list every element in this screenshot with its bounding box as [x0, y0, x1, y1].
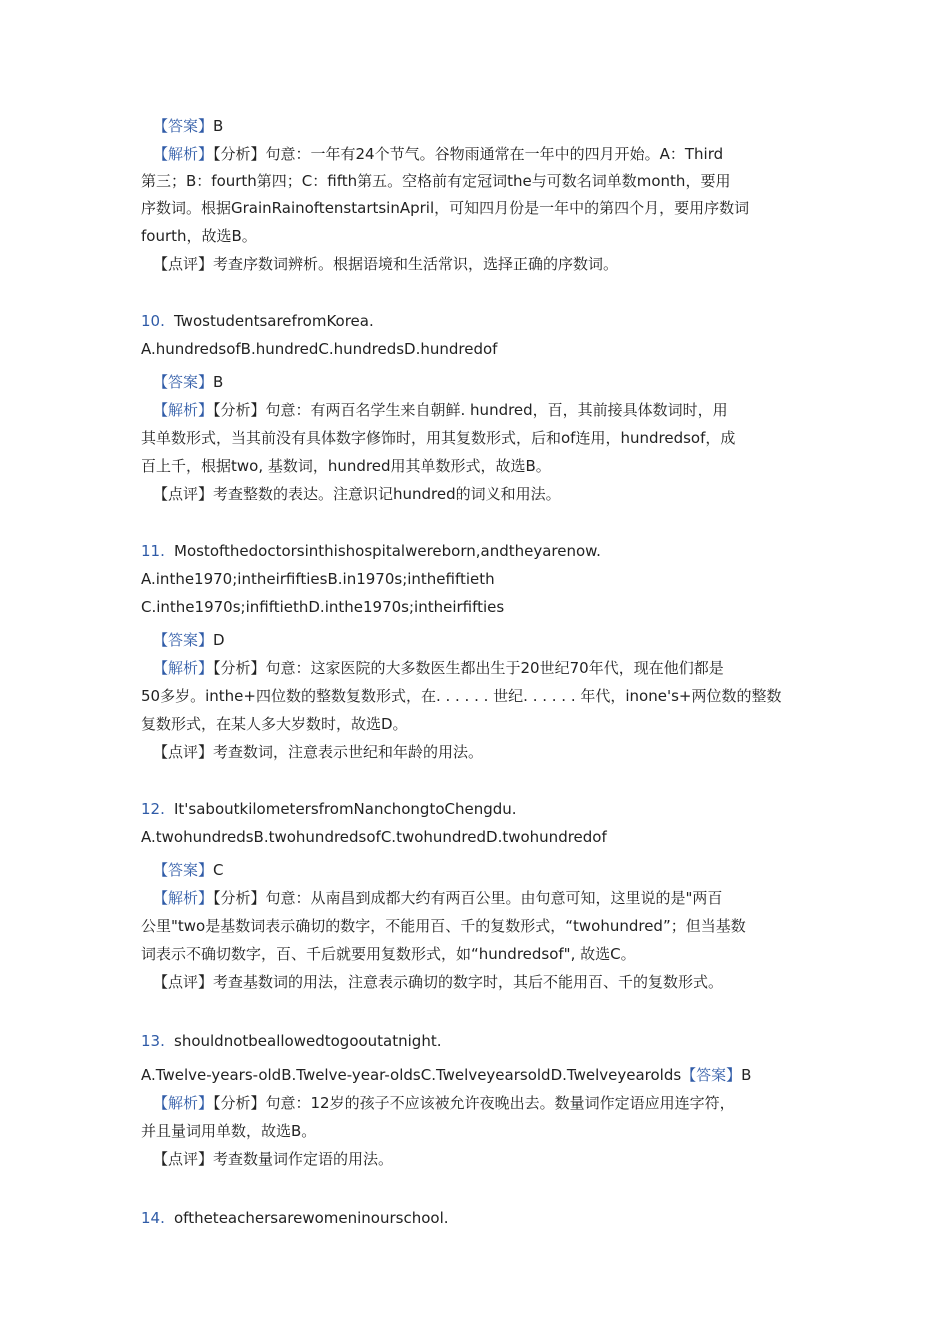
q13-stem: 13. shouldnotbeallowedtogooutatnight. — [141, 1032, 442, 1050]
question-number: 11. — [141, 542, 165, 560]
q12-analysis-line: 【解析】【分析】句意：从南昌到成都大约有两百公里。由句意可知，这里说的是"两百 — [153, 889, 723, 907]
q10-answer: 【答案】B — [153, 373, 224, 391]
q10-comment: 【点评】考查整数的表达。注意识记hundred的词义和用法。 — [153, 485, 561, 503]
q9-answer: 【答案】B — [153, 117, 224, 135]
q11-options: C.inthe1970s;infiftiethD.inthe1970s;intheirfifties — [141, 598, 505, 616]
q11-answer: 【答案】D — [153, 631, 225, 649]
q12-analysis-line: 词表示不确切数字，百、千后就要用复数形式，如“hundredsof", 故选C。 — [141, 945, 636, 963]
q9-analysis-line: 【解析】【分析】句意：一年有24个节气。谷物雨通常在一年中的四月开始。A：Third — [153, 145, 724, 163]
q11-comment: 【点评】考查数词，注意表示世纪和年龄的用法。 — [153, 743, 484, 761]
q12-comment: 【点评】考查基数词的用法，注意表示确切的数字时，其后不能用百、千的复数形式。 — [153, 973, 724, 991]
q9-analysis-line: 序数词。根据GrainRainoftenstartsinApril，可知四月份是一年中的第四个月，要用序数词 — [141, 199, 750, 217]
q10-analysis-line: 百上千，根据two, 基数词，hundred用其单数形式，故选B。 — [141, 457, 551, 475]
question-number: 13. — [141, 1032, 165, 1050]
q12-options: A.twohundredsB.twohundredsofC.twohundredD.twohundredof — [141, 828, 607, 846]
q12-answer: 【答案】C — [153, 861, 224, 879]
q11-analysis-line: 复数形式，在某人多大岁数时，故选D。 — [141, 715, 408, 733]
question-number: 14. — [141, 1209, 165, 1227]
q13-options-answer: A.Twelve-years-oldB.Twelve-year-oldsC.TwelveyearsoldD.Twelveyearolds【答案】B — [141, 1066, 752, 1084]
q12-stem: 12. It'saboutkilometersfromNanchongtoChengdu. — [141, 800, 517, 818]
q13-analysis-line: 并且量词用单数，故选B。 — [141, 1122, 317, 1140]
q13-comment: 【点评】考查数量词作定语的用法。 — [153, 1150, 394, 1168]
q14-stem: 14. oftheteachersarewomeninourschool. — [141, 1209, 449, 1227]
question-number: 10. — [141, 312, 165, 330]
question-number: 12. — [141, 800, 165, 818]
q10-analysis-line: 其单数形式，当其前没有具体数字修饰时，用其复数形式，后和of连用，hundredsof，成 — [141, 429, 736, 447]
q12-analysis-line: 公里"two是基数词表示确切的数字，不能用百、千的复数形式，“twohundred”；但当基数 — [141, 917, 746, 935]
q10-analysis-line: 【解析】【分析】句意：有两百名学生来自朝鲜. hundred，百，其前接具体数词时，用 — [153, 401, 728, 419]
q13-analysis-line: 【解析】【分析】句意：12岁的孩子不应该被允许夜晚出去。数量词作定语应用连字符， — [153, 1094, 735, 1112]
q11-options: A.inthe1970;intheirfiftiesB.in1970s;inthefiftieth — [141, 570, 495, 588]
q11-analysis-line: 50多岁。inthe+四位数的整数复数形式，在. . . . . . 世纪. . . . . . 年代，inone's+两位数的整数 — [141, 687, 782, 705]
q10-options: A.hundredsofB.hundredC.hundredsD.hundredof — [141, 340, 498, 358]
q11-analysis-line: 【解析】【分析】句意：这家医院的大多数医生都出生于20世纪70年代，现在他们都是 — [153, 659, 724, 677]
q10-stem: 10. TwostudentsarefromKorea. — [141, 312, 374, 330]
q9-analysis-line: fourth，故选B。 — [141, 227, 257, 245]
q9-comment: 【点评】考查序数词辨析。根据语境和生活常识，选择正确的序数词。 — [153, 255, 619, 273]
q9-analysis-line: 第三；B：fourth第四；C：fifth第五。空格前有定冠词the与可数名词单数month，要用 — [141, 172, 731, 190]
q11-stem: 11. Mostofthedoctorsinthishospitalwereborn,andtheyarenow. — [141, 542, 601, 560]
